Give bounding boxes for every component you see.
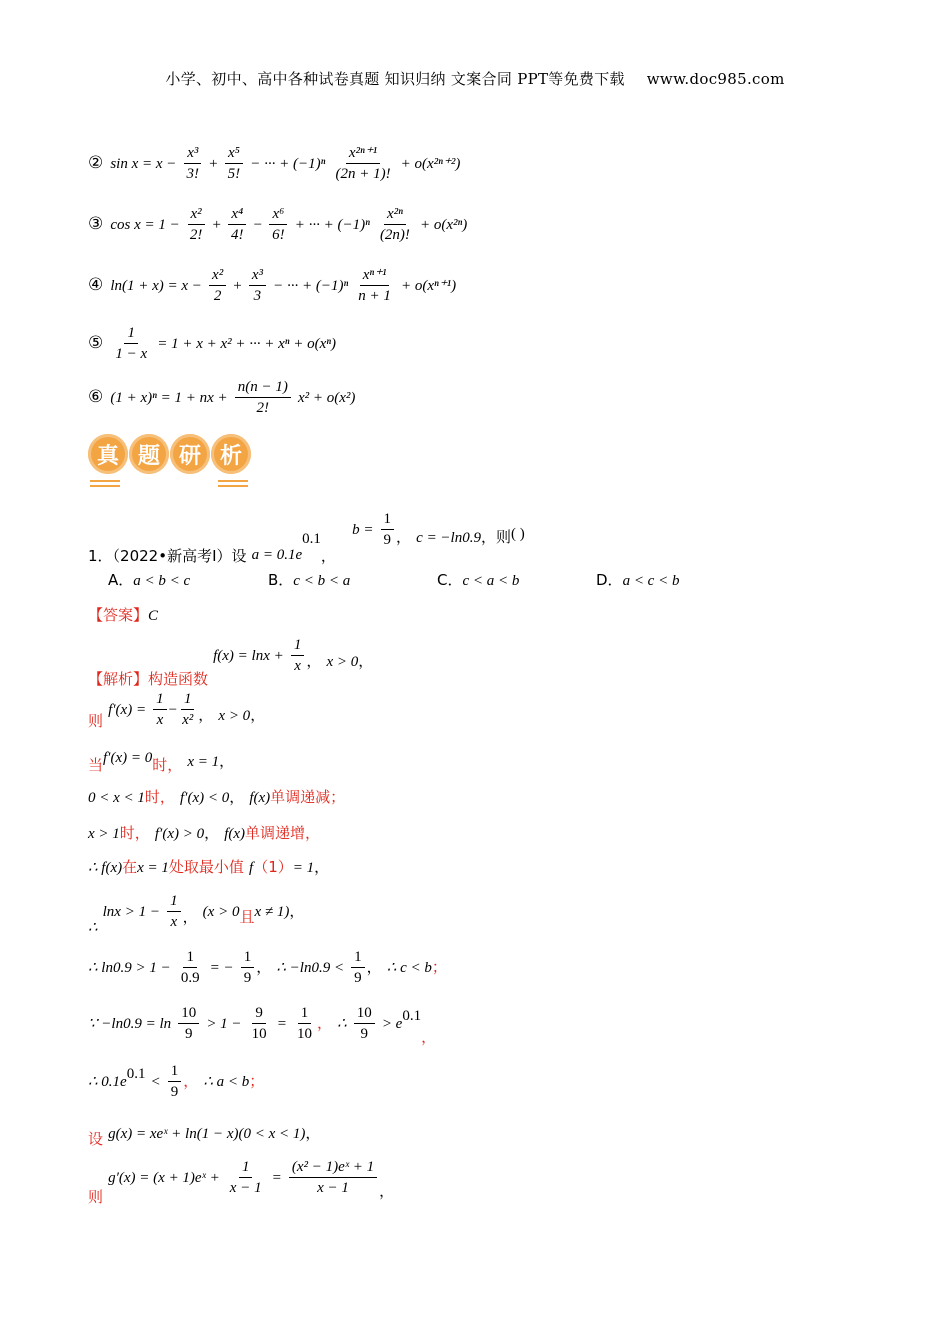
- solution-line-5: x > 1时， f′(x) > 0， f(x)单调递增，: [88, 824, 321, 842]
- banner-underline: [218, 485, 248, 487]
- formula-number: ③: [88, 214, 104, 234]
- option-d[interactable]: D．a < c < b: [596, 571, 680, 589]
- formula-number: ⑥: [88, 387, 104, 407]
- solution-line-1: 【解析】构造函数 f(x) = lnx + $\frac{1}{x}$ ， x > 0，: [88, 637, 374, 688]
- banner-underline: [90, 480, 120, 482]
- solution-line-10: ∴ $0.1e^{0.1}$ < $\frac{1}{9}$ ， ∴ a < b；: [88, 1063, 265, 1100]
- formula-binomial: ⑥ (1 + x)ⁿ = 1 + nx + $\frac{n(n - 1)}{2!}$ x² + o(x²): [88, 379, 356, 416]
- banner-char: 题: [129, 434, 169, 474]
- formula-ln: ④ ln(1 + x) = x − $\frac{\text{x²}}{2}$ + $\frac{\text{x³}}{3}$ − ··· + (−1)ⁿ $\frac{\text{xⁿ⁺¹}}{n + 1}$ + o(xⁿ⁺¹): [88, 267, 457, 304]
- solution-line-12: 则 g′(x) = (x + 1)eˣ + $\frac{1}{x - 1}$ = $\frac{\text{(x² − 1)eˣ + 1}}{x - 1}$ ，: [88, 1159, 395, 1206]
- solution-line-2: 则 f′(x) = $\frac{1}{x}$ − $\frac{1}{\text{x²}}$ ， x > 0，: [88, 691, 266, 730]
- banner-underline: [90, 485, 120, 487]
- formula-sin: ② sin x = x − $\frac{\text{x³}}{3!}$ + $\frac{\text{x⁵}}{5!}$ − ··· + (−1)ⁿ $\frac{\text{x²ⁿ⁺¹}}{(2n + 1)!}$ + o(x²ⁿ⁺²): [88, 145, 461, 182]
- solution-line-9: ∵ −ln0.9 = ln $\frac{10}{9}$ > 1 − $\frac{9}{10}$ = $\frac{1}{10}$ ， ∴ $\frac{10}{9}$ > $e^{0.1}$，: [88, 1005, 437, 1046]
- solution-line-3: 当f′(x) = 0时， x = 1，: [88, 750, 235, 774]
- answer: 【答案】C: [88, 606, 159, 624]
- banner-underline: [218, 480, 248, 482]
- option-a[interactable]: A．a < b < c: [108, 571, 191, 589]
- banner-char: 研: [170, 434, 210, 474]
- solution-line-7: ∴ lnx > 1 − $\frac{1}{x}$ ， (x > 0且x ≠ 1)，: [88, 893, 305, 936]
- option-b[interactable]: B．c < b < a: [268, 571, 351, 589]
- page-header: [0, 68, 950, 89]
- formula-number: ④: [88, 275, 104, 295]
- option-c[interactable]: C．c < a < b: [437, 571, 520, 589]
- header-text: 小学、初中、高中各种试卷真题 知识归纳 文案合同 PPT等免费下载: [165, 70, 625, 88]
- header-url[interactable]: www.doc985.com: [646, 70, 785, 88]
- question-1: 1．（2022•新高考Ⅰ）设 $a = 0.1e^{0.1}$， b = $\frac{1}{9}$ ， c = −ln0.9，则( ): [88, 511, 525, 565]
- section-banner: [88, 432, 258, 492]
- formula-geometric: ⑤ $\frac{1}{1 - x}$ = 1 + x + x² + ··· + xⁿ + o(xⁿ): [88, 325, 337, 362]
- banner-char: 析: [211, 434, 251, 474]
- solution-line-4: 0 < x < 1时， f′(x) < 0， f(x)单调递减；: [88, 788, 346, 806]
- formula-cos: ③ cos x = 1 − $\frac{\text{x²}}{2!}$ + $\frac{\text{x⁴}}{4!}$ − $\frac{\text{x⁶}}{6!}$ + ··· + (−1)ⁿ $\frac{\text{x²ⁿ}}{(2n)!}$ + o(x²ⁿ): [88, 206, 468, 243]
- solution-line-6: ∴ f(x)在x = 1处取最小值 f（1）= 1，: [88, 858, 330, 876]
- solution-line-11: 设 g(x) = xeˣ + ln(1 − x)(0 < x < 1)，: [88, 1124, 321, 1148]
- formula-number: ⑤: [88, 333, 104, 353]
- solution-line-8: ∴ ln0.9 > 1 − $\frac{1}{0.9}$ = − $\frac{1}{9}$ ， ∴ −ln0.9 < $\frac{1}{9}$ ， ∴ c < b；: [88, 949, 447, 986]
- formula-number: ②: [88, 153, 104, 173]
- banner-char: 真: [88, 434, 128, 474]
